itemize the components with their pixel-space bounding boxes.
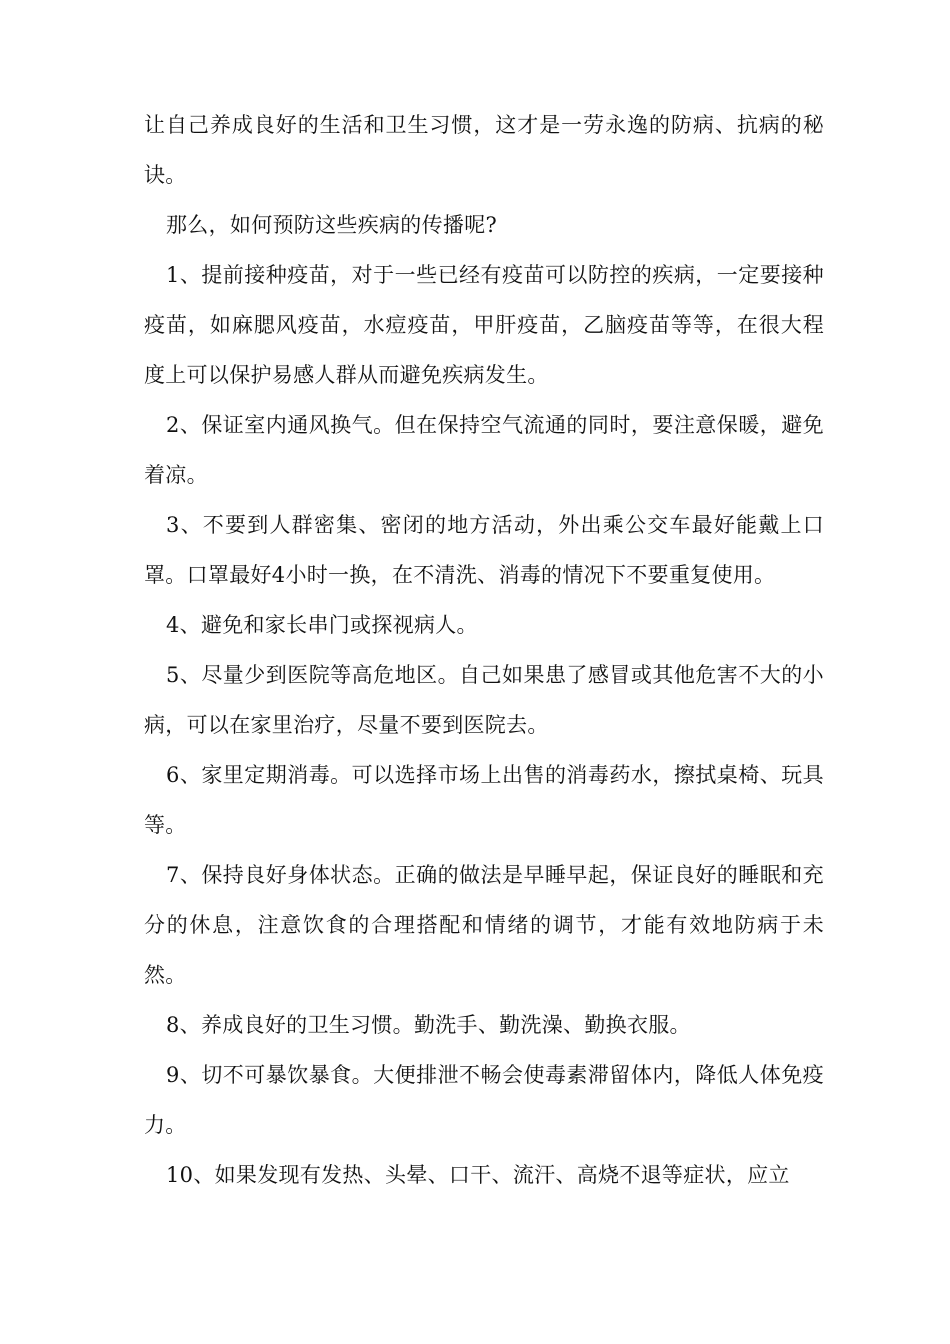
paragraph-question: 那么，如何预防这些疾病的传播呢?	[166, 213, 498, 237]
list-item-10: 10、如果发现有发热、头晕、口干、流汗、高烧不退等症状，应立	[166, 1163, 790, 1187]
list-item-4: 4、避免和家长串门或探视病人。	[166, 613, 478, 637]
list-item-9: 9、切不可暴饮暴食。大便排泄不畅会使毒素滞留体内，降低人体免疫力。	[144, 1063, 824, 1137]
document-body	[144, 100, 824, 1200]
paragraph-continuation: 让自己养成良好的生活和卫生习惯，这才是一劳永逸的防病、抗病的秘诀。	[144, 113, 824, 187]
list-item-5: 5、尽量少到医院等高危地区。自己如果患了感冒或其他危害不大的小病，可以在家里治疗，尽量不要到医院去。	[144, 663, 824, 737]
list-item-2: 2、保证室内通风换气。但在保持空气流通的同时，要注意保暖，避免着凉。	[144, 413, 824, 487]
list-item-6: 6、家里定期消毒。可以选择市场上出售的消毒药水，擦拭桌椅、玩具等。	[144, 763, 824, 837]
list-item-1: 1、提前接种疫苗，对于一些已经有疫苗可以防控的疾病，一定要接种疫苗，如麻腮风疫苗，水痘疫苗，甲肝疫苗，乙脑疫苗等等，在很大程度上可以保护易感人群从而避免疾病发生。	[144, 263, 824, 387]
list-item-8: 8、养成良好的卫生习惯。勤洗手、勤洗澡、勤换衣服。	[166, 1013, 691, 1037]
list-item-7: 7、保持良好身体状态。正确的做法是早睡早起，保证良好的睡眠和充分的休息，注意饮食的合理搭配和情绪的调节，才能有效地防病于未然。	[144, 863, 824, 987]
list-item-3: 3、不要到人群密集、密闭的地方活动，外出乘公交车最好能戴上口罩。口罩最好4小时一换，在不清洗、消毒的情况下不要重复使用。	[144, 513, 824, 587]
